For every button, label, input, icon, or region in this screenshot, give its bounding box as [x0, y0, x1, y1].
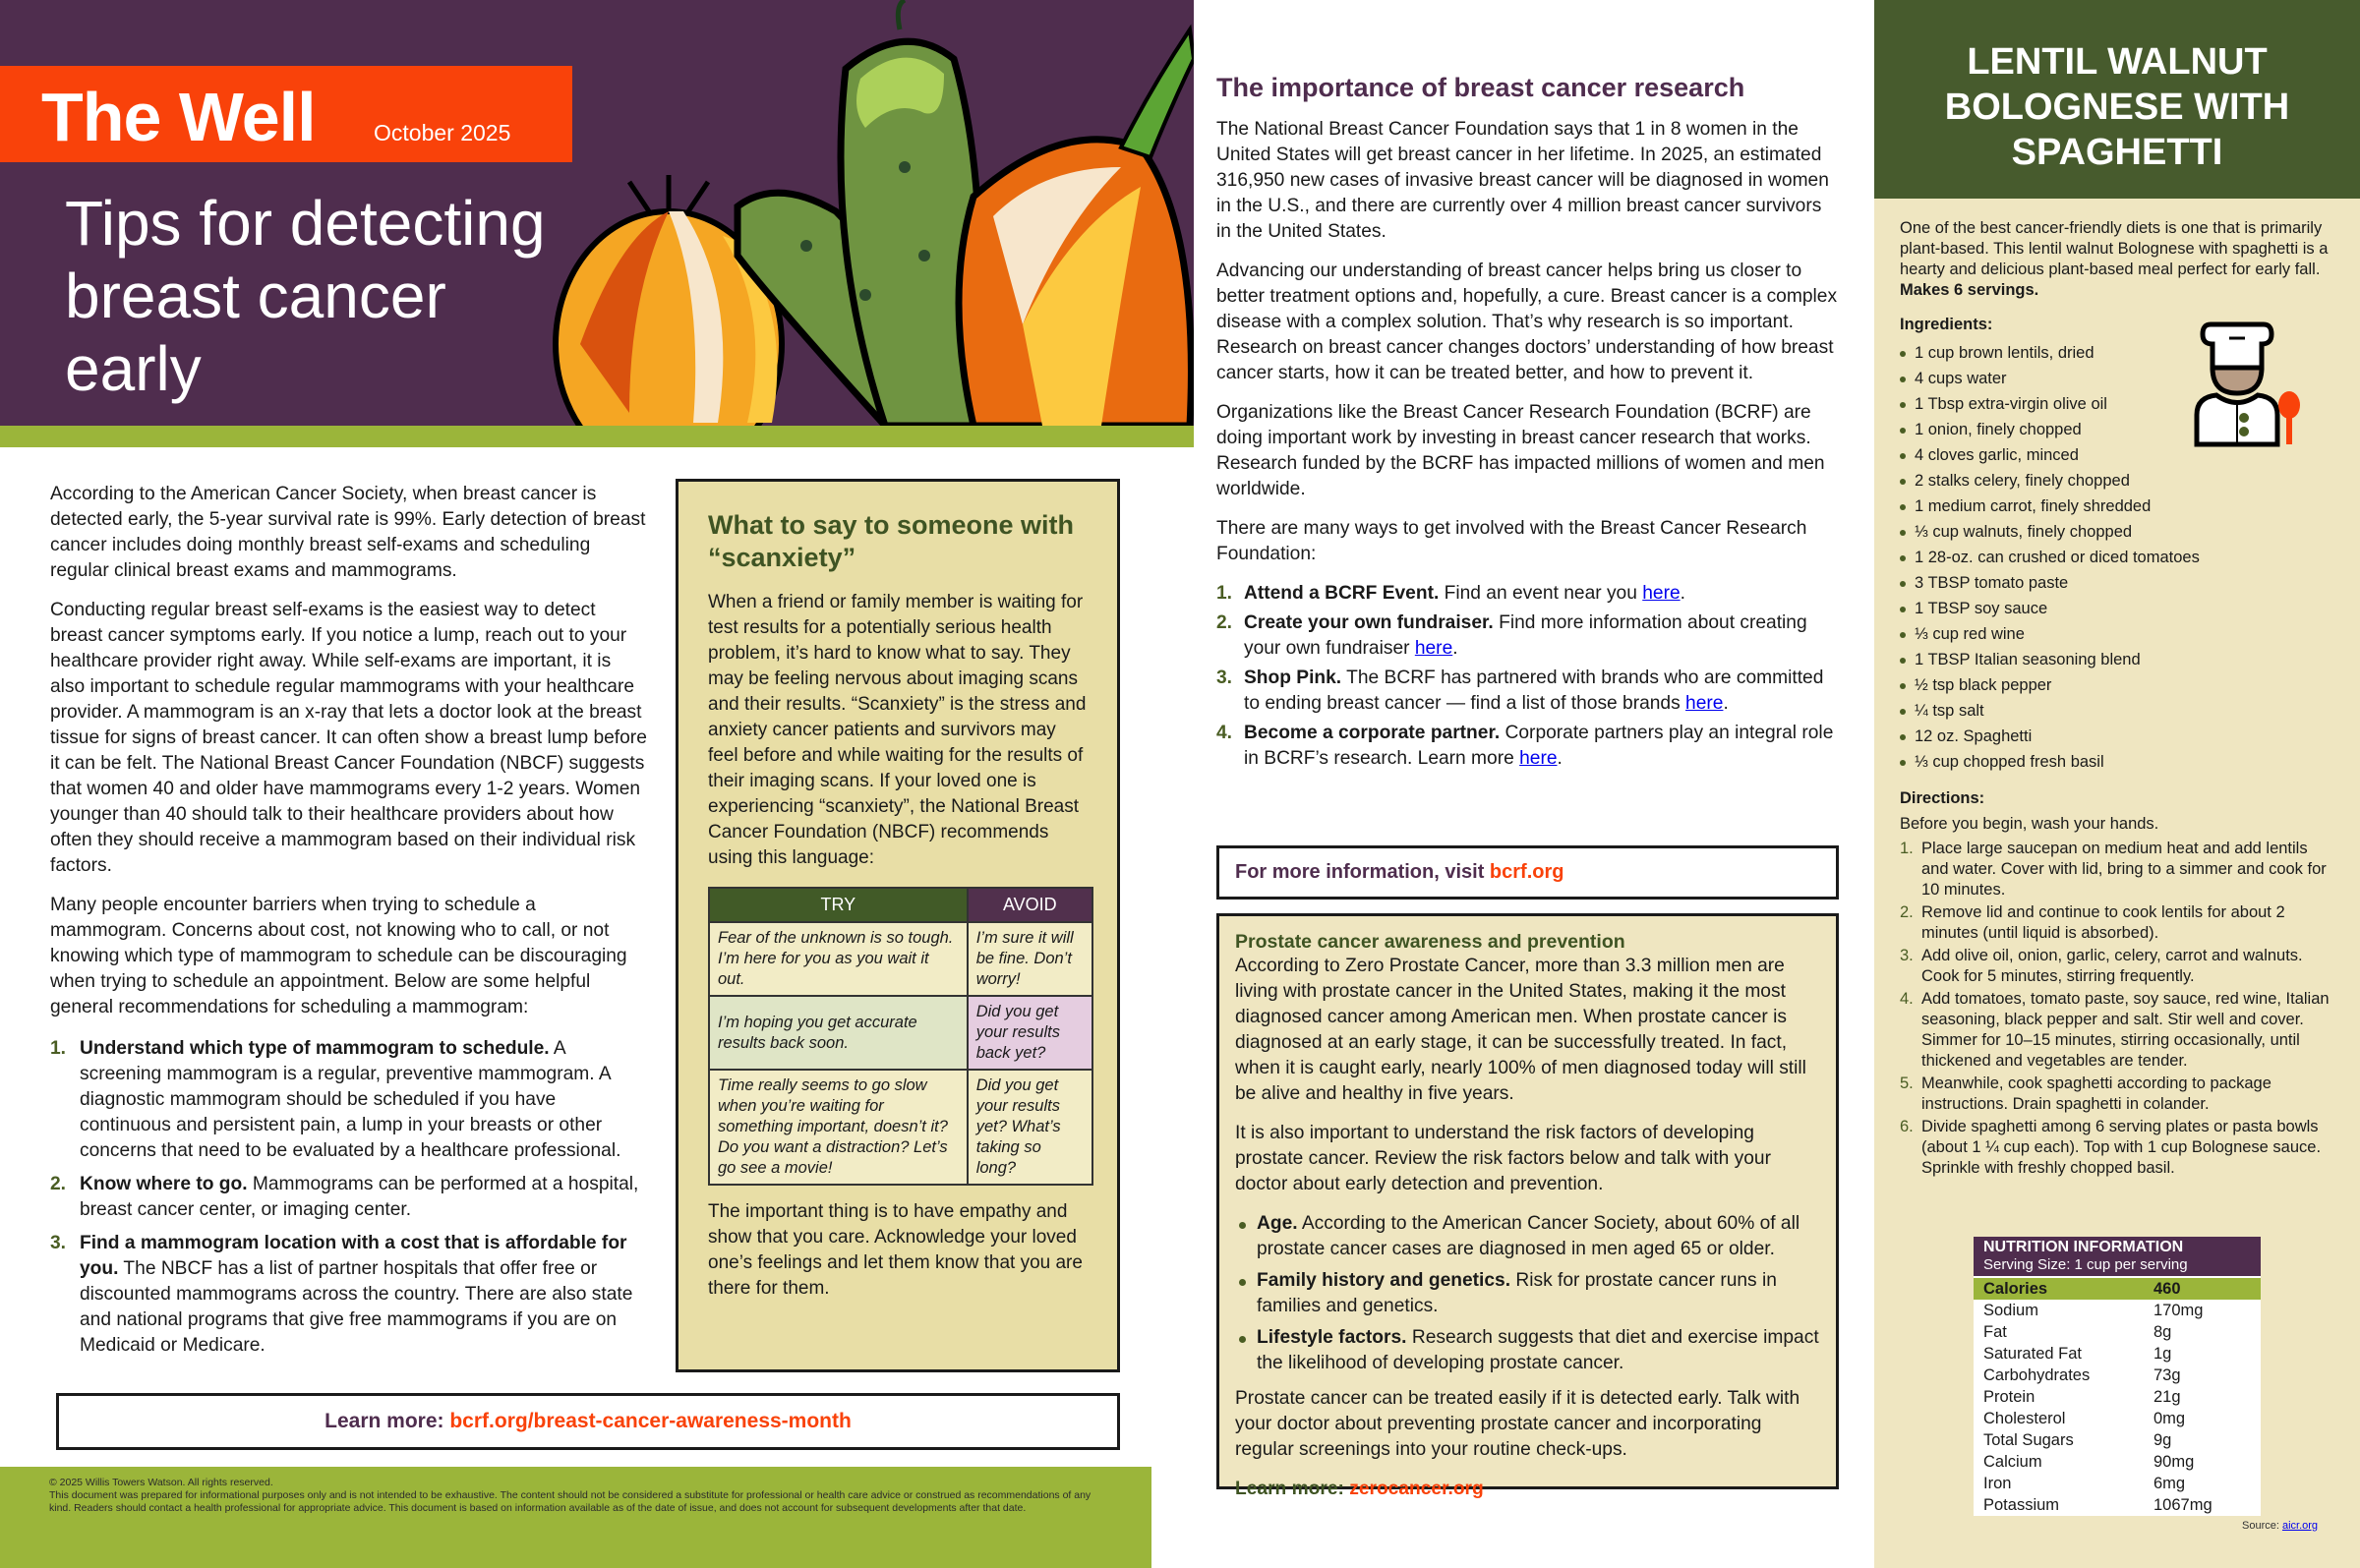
- intro-article: [50, 482, 647, 1366]
- table-row: Iron 6mg: [1983, 1475, 2186, 1492]
- get-involved-list: [1216, 581, 1839, 772]
- scheduling-tips-list: [50, 1036, 647, 1359]
- list-item: Family history and genetics. Risk for prostate cancer runs in families and genetics.: [1235, 1268, 1820, 1319]
- risk-factors-list: [1235, 1211, 1820, 1376]
- list-item: 2. Create your own fundraiser. Find more information about creating your own fundraiser here.: [1216, 612, 1807, 659]
- list-item: ⅓ cup chopped fresh basil: [1900, 749, 2334, 775]
- page-title: Tips for detecting breast cancer early: [65, 188, 546, 404]
- directions-heading: Directions:: [1900, 789, 1985, 807]
- table-row: Cholesterol 0mg: [1983, 1410, 2186, 1427]
- recipe-intro: One of the best cancer-friendly diets is one that is primarily plant-based. This lentil walnut Bolognese with spaghetti is a hearty and delicious plant-based meal perfect for early fall. Makes 6 servings.: [1900, 219, 2329, 299]
- paragraph: Conducting regular breast self-exams is the easiest way to detect breast cancer symptoms early. If you notice a lump, reach out to your healthcare provider right away. While self-exams are important, it is also important to schedule regular mammograms with your healthcare provider. A mammogram is an x-ray that lets a doctor look at the breast tissue for signs of breast cancer. It can often show a breast lump before it can be felt. The National Breast Cancer Foundation (NBCF) suggests that women 40 and older have mammograms every 1-2 years. Women younger than 40 should talk to their healthcare providers about how often they should receive a mammogram based on their individual risk factors.: [50, 600, 647, 876]
- learn-more-label: Learn more:: [324, 1410, 450, 1432]
- paragraph: According to Zero Prostate Cancer, more than 3.3 million men are living with prostate cancer in the United States, making it the most diagnosed cancer among American men. When prostate cancer is diagnosed at an early stage, it can be successfully treated. In fact, when it is caught early, nearly 100% of men diagnosed today will still be alive and healthy in five years.: [1235, 956, 1806, 1104]
- ingredients-heading: Ingredients:: [1900, 316, 1993, 333]
- paragraph: It is also important to understand the risk factors of developing prostate cancer. Review the risk factors below and talk with your doctor about early detection and prevention.: [1235, 1123, 1771, 1194]
- list-item: 1. Place large saucepan on medium heat and add lentils and water. Cover with lid, bring to a simmer and cook for 10 minutes.: [1900, 840, 2327, 899]
- table-row: [709, 1070, 1092, 1185]
- event-link[interactable]: here: [1642, 583, 1681, 604]
- aicr-link[interactable]: aicr.org: [2281, 1520, 2319, 1532]
- list-item: 4. Become a corporate partner. Corporate partners play an integral role in BCRF’s research. Learn more here.: [1216, 723, 1834, 769]
- servings: Makes 6 servings.: [1900, 281, 2039, 299]
- more-info-callout: [1216, 845, 1839, 900]
- list-item: ⅓ cup red wine: [1900, 621, 2334, 647]
- paragraph: Prostate cancer can be treated easily if it is detected early. Talk with your doctor about preventing prostate cancer and incorporating regular screenings into your routine check-ups.: [1235, 1388, 1800, 1460]
- newsletter-name: The Well: [41, 79, 316, 155]
- sidebar-closing: The important thing is to have empathy and show that you care. Acknowledge your loved one’s feelings and let them know that you are there for them.: [708, 1201, 1083, 1299]
- list-item: 1 medium carrot, finely shredded: [1900, 494, 2334, 519]
- table-row: Potassium 1067mg: [1983, 1496, 2212, 1514]
- chef-icon: [2193, 317, 2303, 449]
- list-item: 1 onion, finely chopped: [1900, 417, 2334, 442]
- table-row: [709, 922, 1092, 996]
- disclaimer: This document was prepared for informational purposes only and is not intended to be exhaustive. The content should not be considered a substitute for professional or health care advice or construed as recommendations of any kind. Readers should contact a health professional for appropriate advice. This document is based on information available as of the date of issue, and does not account for subsequent developments after that date.: [49, 1489, 1092, 1514]
- nutrition-header: NUTRITION INFORMATION Serving Size: 1 cup per serving: [1974, 1237, 2261, 1276]
- try-cell: Fear of the unknown is so tough. I’m here for you as you wait it out.: [709, 922, 968, 996]
- zerocancer-link[interactable]: zerocancer.org: [1349, 1479, 1484, 1499]
- try-cell: I’m hoping you get accurate results back soon.: [709, 996, 968, 1070]
- list-item: 4. Add tomatoes, tomato paste, soy sauce, red wine, Italian seasoning, black pepper and salt. Stir well and cover. Simmer for 10–15 minutes, stirring occasionally, until thickened and vegetables are tender.: [1900, 990, 2330, 1070]
- list-item: ½ tsp black pepper: [1900, 672, 2334, 698]
- masthead: [0, 66, 572, 162]
- prostate-sidebar: [1216, 913, 1839, 1499]
- list-item: 1 cup brown lentils, dried: [1900, 340, 2334, 366]
- copyright: © 2025 Willis Towers Watson. All rights reserved.: [49, 1477, 273, 1488]
- issue-date: October 2025: [374, 120, 511, 145]
- scanxiety-sidebar: [676, 479, 1120, 1372]
- more-info-label: For more information, visit: [1235, 861, 1490, 883]
- corporate-partner-link[interactable]: here: [1519, 748, 1558, 769]
- list-item: 3. Add olive oil, onion, garlic, celery, carrot and walnuts. Cook for 5 minutes, stirring frequently.: [1900, 947, 2303, 985]
- table-row: Saturated Fat 1g: [1983, 1345, 2172, 1363]
- avoid-cell: I’m sure it will be fine. Don’t worry!: [968, 922, 1092, 996]
- list-item: 1. Attend a BCRF Event. Find an event near you here.: [1216, 583, 1685, 604]
- list-item: 2. Know where to go. Mammograms can be performed at a hospital, breast cancer center, or imaging center.: [50, 1174, 639, 1220]
- table-row: Carbohydrates 73g: [1983, 1366, 2181, 1384]
- sidebar-title: Prostate cancer awareness and prevention: [1235, 931, 1625, 953]
- bcrf-awareness-link[interactable]: bcrf.org/breast-cancer-awareness-month: [449, 1410, 852, 1432]
- shop-pink-link[interactable]: here: [1685, 693, 1724, 714]
- paragraph: There are many ways to get involved with the Breast Cancer Research Foundation:: [1216, 518, 1807, 564]
- list-item: 1 TBSP Italian seasoning blend: [1900, 647, 2334, 672]
- try-avoid-table: [708, 887, 1093, 1186]
- article-title: The importance of breast cancer research: [1216, 73, 1745, 102]
- list-item: 1 28-oz. can crushed or diced tomatoes: [1900, 545, 2334, 570]
- recipe-title: LENTIL WALNUT BOLOGNESE WITH SPAGHETTI: [1874, 0, 2360, 199]
- list-item: 12 oz. Spaghetti: [1900, 724, 2334, 749]
- sidebar-intro: When a friend or family member is waiting for test results for a potentially serious health problem, it’s hard to know what to say. They may be feeling nervous about imaging scans and their results. “Scanxiety” is the stress and anxiety cancer patients and survivors may feel before and while waiting for the results of their imaging scans. If your loved one is experiencing “scanxiety”, the National Breast Cancer Foundation (NBCF) recommends using this language:: [708, 592, 1087, 868]
- table-row: Total Sugars 9g: [1983, 1431, 2172, 1449]
- learn-more-callout: [56, 1393, 1120, 1450]
- learn-more-label: Learn more:: [1235, 1479, 1350, 1499]
- list-item: 6. Divide spaghetti among 6 serving plates or pasta bowls (about 1 ¼ cup each). Top with 1 cup Bolognese sauce. Sprinkle with freshly chopped basil.: [1900, 1118, 2322, 1177]
- list-item: Age. According to the American Cancer Society, about 60% of all prostate cancer cases are diagnosed in men aged 65 or older.: [1235, 1211, 1820, 1262]
- footer: [0, 1467, 1151, 1568]
- research-article: [1216, 73, 1839, 776]
- calories-row: Calories 460: [1974, 1276, 2261, 1300]
- list-item: 3. Shop Pink. The BCRF has partnered with brands who are committed to ending breast cancer — find a list of those brands here.: [1216, 668, 1824, 714]
- list-item: 2 stalks celery, finely chopped: [1900, 468, 2334, 494]
- list-item: 4 cups water: [1900, 366, 2334, 391]
- directions-intro: Before you begin, wash your hands.: [1900, 815, 2159, 833]
- vegetables-illustration: [511, 0, 1194, 426]
- fundraiser-link[interactable]: here: [1414, 638, 1453, 659]
- paragraph: According to the American Cancer Society, when breast cancer is detected early, the 5-year survival rate is 99%. Early detection of breast cancer includes doing monthly breast self-exams and scheduling regular clinical breast exams and mammograms.: [50, 484, 646, 581]
- hero-banner: [0, 0, 1194, 426]
- list-item: 1 TBSP soy sauce: [1900, 596, 2334, 621]
- list-item: 1 Tbsp extra-virgin olive oil: [1900, 391, 2334, 417]
- table-row: [709, 996, 1092, 1070]
- list-item: 1. Understand which type of mammogram to schedule. A screening mammogram is a regular, preventive mammogram. A diagnostic mammogram should be scheduled if you have continuous and persistent pain, a lump in your breasts or other concerns that need to be evaluated by a healthcare professional.: [50, 1038, 621, 1161]
- source-credit: Source: aicr.org: [2242, 1520, 2319, 1532]
- column-header-avoid: AVOID: [968, 888, 1092, 922]
- table-row: Sodium 170mg: [1983, 1302, 2204, 1319]
- column-header-try: TRY: [709, 888, 968, 922]
- paragraph: Advancing our understanding of breast cancer helps bring us closer to better treatment options and, hopefully, a cure. Breast cancer is a complex disease with a complex solution. That’s why research is so important. Research on breast cancer changes doctors’ understanding of how breast cancer starts, how it can be treated better, and how to prevent it.: [1216, 261, 1838, 383]
- list-item: 2. Remove lid and continue to cook lentils for about 2 minutes (until liquid is absorbed).: [1900, 903, 2285, 942]
- nutrition-table: [1974, 1237, 2261, 1516]
- directions-list: [1900, 839, 2334, 1179]
- sidebar-title: What to say to someone with “scanxiety”: [708, 510, 1075, 572]
- table-row: Calcium 90mg: [1983, 1453, 2195, 1471]
- avoid-cell: Did you get your results back yet?: [968, 996, 1092, 1070]
- avoid-cell: Did you get your results yet? What’s taking so long?: [968, 1070, 1092, 1185]
- table-row: Protein 21g: [1983, 1388, 2181, 1406]
- list-item: 5. Meanwhile, cook spaghetti according to package instructions. Drain spaghetti in colander.: [1900, 1074, 2272, 1113]
- hero-divider: [0, 426, 1194, 447]
- bcrf-link[interactable]: bcrf.org: [1489, 861, 1564, 883]
- list-item: ⅓ cup walnuts, finely chopped: [1900, 519, 2334, 545]
- paragraph: Many people encounter barriers when trying to schedule a mammogram. Concerns about cost, not knowing who to call, or not knowing which type of mammogram to schedule can be discouraging when trying to schedule an appointment. Below are some helpful general recommendations for scheduling a mammogram:: [50, 895, 627, 1017]
- paragraph: The National Breast Cancer Foundation says that 1 in 8 women in the United States will get breast cancer in her lifetime. In 2025, an estimated 316,950 new cases of invasive breast cancer will be diagnosed in women in the U.S., and there are currently over 4 million breast cancer survivors in the United States.: [1216, 119, 1829, 242]
- list-item: 3 TBSP tomato paste: [1900, 570, 2334, 596]
- list-item: Lifestyle factors. Research suggests that diet and exercise impact the likelihood of developing prostate cancer.: [1235, 1325, 1820, 1376]
- list-item: ¼ tsp salt: [1900, 698, 2334, 724]
- paragraph: Organizations like the Breast Cancer Research Foundation (BCRF) are doing important work by investing in breast cancer research that works. Research funded by the BCRF has impacted millions of women and men worldwide.: [1216, 402, 1825, 499]
- table-row: Fat 8g: [1983, 1323, 2172, 1341]
- list-item: 3. Find a mammogram location with a cost that is affordable for you. The NBCF has a list of partner hospitals that offer free or discounted mammograms across the country. There are also state and national programs that give free mammograms if you are on Medicaid or Medicare.: [50, 1233, 633, 1356]
- try-cell: Time really seems to go slow when you’re waiting for something important, doesn’t it? Do you want a distraction? Let’s go see a movie!: [709, 1070, 968, 1185]
- list-item: 4 cloves garlic, minced: [1900, 442, 2334, 468]
